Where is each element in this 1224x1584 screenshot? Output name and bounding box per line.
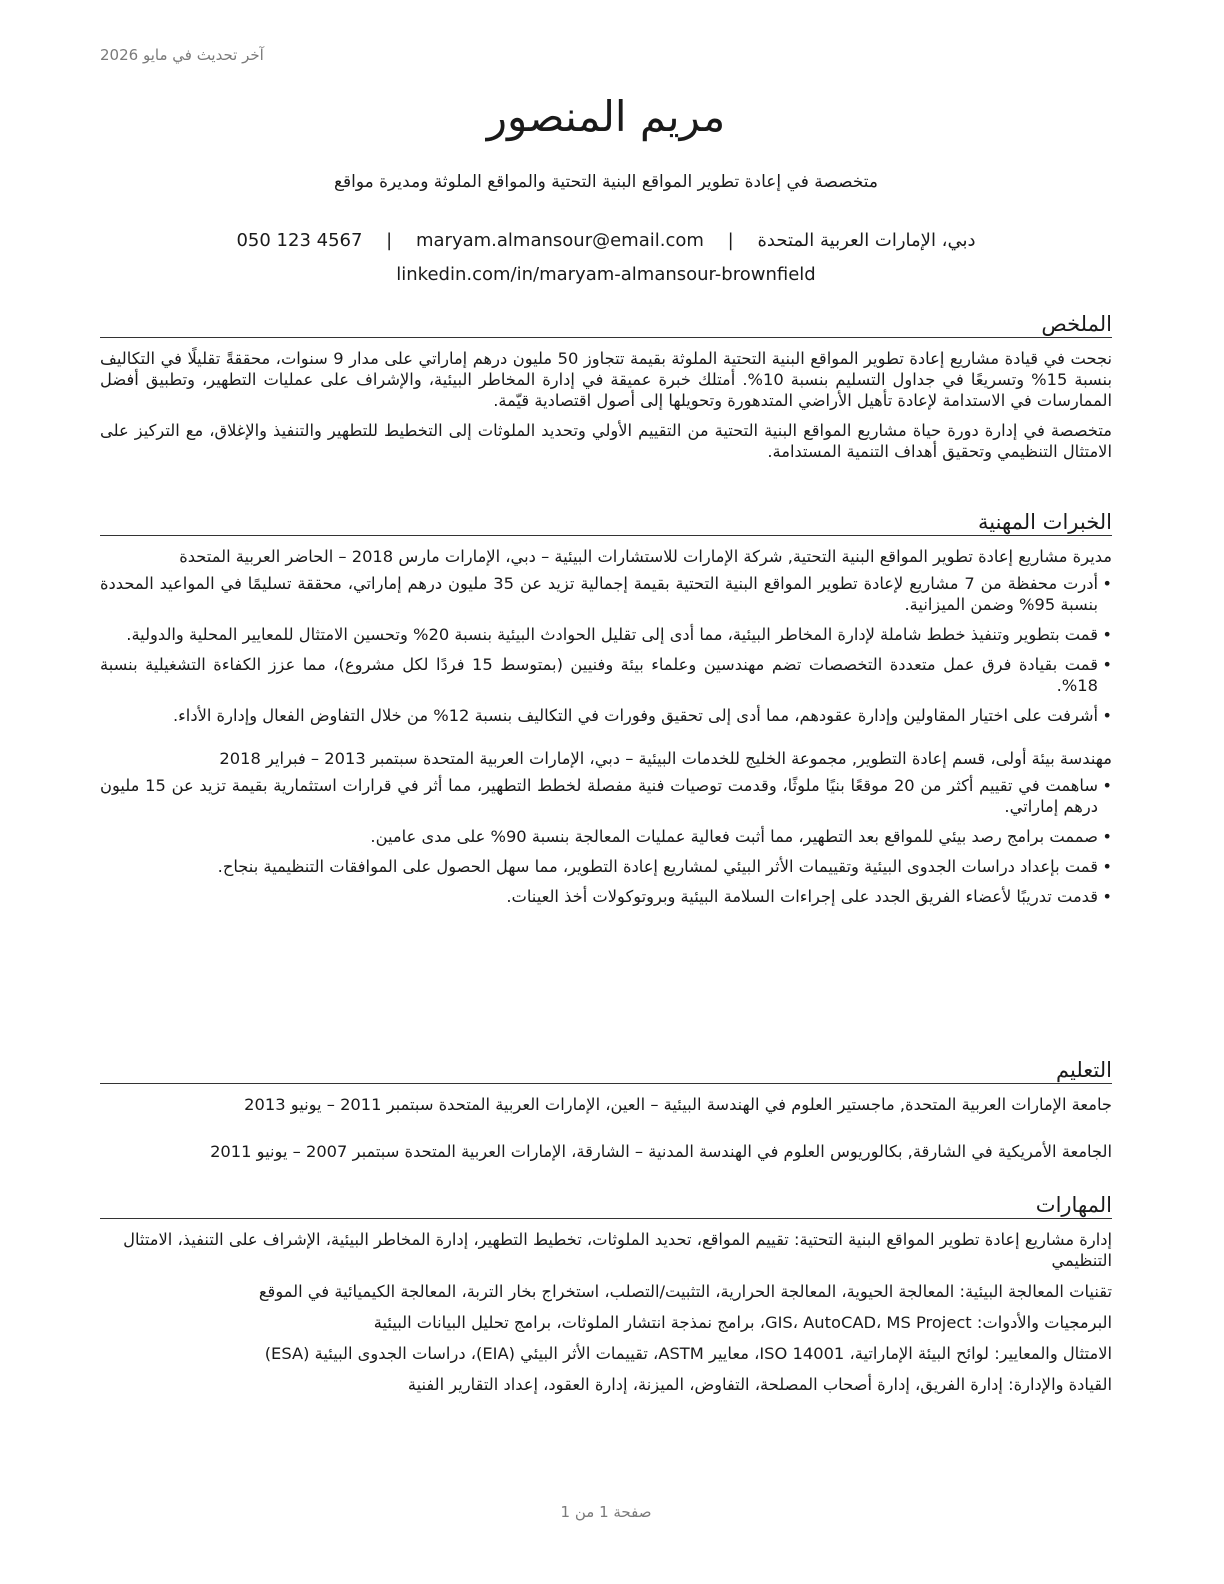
job-bullet: • قمت بإعداد دراسات الجدوى البيئية وتقييمات الأثر البيئي لمشاريع إعادة التطوير، مما سهل الحصول على الموافقات التنظيمية بنجاح. bbox=[100, 856, 1112, 877]
section-title-experience: الخبرات المهنية bbox=[100, 510, 1112, 536]
skill-line: الامتثال والمعايير: لوائح البيئة الإماراتية، ISO 14001، معايير ASTM، تقييمات الأثر البيئي (EIA)، دراسات الجدوى البيئية (ESA) bbox=[264, 1344, 1112, 1363]
skill-line: البرمجيات والأدوات: GIS، AutoCAD، MS Project، برامج نمذجة انتشار الملوثات، برامج تحليل البيانات البيئية bbox=[373, 1313, 1112, 1332]
resume-page bbox=[100, 0, 1112, 1584]
skill-line: إدارة مشاريع إعادة تطوير المواقع البنية التحتية: تقييم المواقع، تحديد الملوثات، تخطيط التطهير، إدارة المخاطر البيئية، الإشراف على التنفيذ، الامتثال التنظيمي bbox=[123, 1230, 1112, 1270]
candidate-tagline: متخصصة في إعادة تطوير المواقع البنية التحتية والمواقع الملوثة ومديرة مواقع bbox=[333, 172, 879, 192]
contact-line bbox=[100, 224, 1112, 258]
contact-separator: | bbox=[386, 230, 393, 251]
summary-paragraph: نجحت في قيادة مشاريع إعادة تطوير المواقع البنية التحتية الملوثة بقيمة تتجاوز 50 مليون درهم إماراتي على مدار 9 سنوات، محققةً تقليلًا في التكاليف بنسبة 15% وتسريعًا في جداول التسليم بنسبة 10%. أمتلك خبرة عميقة في إدارة المخاطر البيئية، والإشراف على عمليات التطهير، وتطبيق أفضل الممارسات في الاستدامة لإعادة تأهيل الأراضي المتدهورة وتحويلها إلى أصول اقتصادية قيّمة. bbox=[100, 349, 1112, 410]
job-bullet: • صممت برامج رصد بيئي للمواقع بعد التطهير، مما أثبت فعالية عمليات المعالجة بنسبة 90% على مدى عامين. bbox=[100, 826, 1112, 847]
skill-line: تقنيات المعالجة البيئية: المعالجة الحيوية، المعالجة الحرارية، التثبيت/التصلب، استخراج بخار التربة، المعالجة الكيميائية في الموقع bbox=[258, 1282, 1112, 1301]
job-bullet: • قدمت تدريبًا لأعضاء الفريق الجدد على إجراءات السلامة البيئية وبروتوكولات أخذ العينات. bbox=[100, 886, 1112, 907]
job-bullets bbox=[100, 775, 1112, 907]
section-title-skills: المهارات bbox=[100, 1193, 1112, 1219]
job-entry bbox=[100, 546, 1112, 726]
contact-separator: | bbox=[727, 230, 734, 251]
skill-line: القيادة والإدارة: إدارة الفريق، إدارة أصحاب المصلحة، التفاوض، الميزنة، إدارة العقود، إعداد التقارير الفنية bbox=[407, 1375, 1112, 1394]
contact-email[interactable]: maryam.almansour@email.com bbox=[415, 230, 704, 251]
contact-block bbox=[100, 224, 1112, 292]
contact-linkedin[interactable]: linkedin.com/in/maryam-almansour-brownfield bbox=[396, 264, 816, 285]
experience-section bbox=[100, 510, 1112, 916]
job-bullet: • ساهمت في تقييم أكثر من 20 موقعًا بنيًا ملوثًا، وقدمت توصيات فنية مفصلة لخطط التطهير، مما أثر في قرارات استثمارية بقيمة تزيد عن 15 مليون درهم إماراتي. bbox=[100, 775, 1112, 817]
candidate-name: مريم المنصور bbox=[486, 92, 726, 141]
last-updated-date: آخر تحديث في مايو 2026 bbox=[100, 46, 264, 64]
job-heading: مديرة مشاريع إعادة تطوير المواقع البنية التحتية, شركة الإمارات للاستشارات البيئية – دبي، الإمارات مارس 2018 – الحاضر العربية المتحدة bbox=[179, 547, 1112, 566]
page-number: صفحة 1 من 1 bbox=[560, 1503, 652, 1521]
contact-location: دبي، الإمارات العربية المتحدة bbox=[757, 230, 976, 251]
job-bullet: • قمت بتطوير وتنفيذ خطط شاملة لإدارة المخاطر البيئية، مما أدى إلى تقليل الحوادث البيئية بنسبة 20% وتحسين الامتثال للمعايير المحلية والدولية. bbox=[100, 624, 1112, 645]
contact-phone: 050 123 4567 bbox=[236, 230, 363, 251]
job-entry bbox=[100, 748, 1112, 907]
job-bullets bbox=[100, 573, 1112, 726]
job-bullet: • أدرت محفظة من 7 مشاريع لإعادة تطوير المواقع البنية التحتية بقيمة إجمالية تزيد عن 35 مليون درهم إماراتي، محققة تسليمًا في المواعيد المحددة بنسبة 95% وضمن الميزانية. bbox=[100, 573, 1112, 615]
education-section bbox=[100, 1058, 1112, 1188]
skills-section bbox=[100, 1193, 1112, 1405]
summary-paragraph: متخصصة في إدارة دورة حياة مشاريع المواقع البنية التحتية من التقييم الأولي وتحديد الملوثات إلى التخطيط للتطهير والتنفيذ والإغلاق، مع التركيز على الامتثال التنظيمي وتحقيق أهداف التنمية المستدامة. bbox=[100, 421, 1112, 461]
section-title-education: التعليم bbox=[100, 1058, 1112, 1084]
job-bullet: • أشرفت على اختيار المقاولين وإدارة عقودهم، مما أدى إلى تحقيق وفورات في التكاليف بنسبة 12% من خلال التفاوض الفعال وإدارة الأداء. bbox=[100, 705, 1112, 726]
education-entry: جامعة الإمارات العربية المتحدة, ماجستير العلوم في الهندسة البيئية – العين، الإمارات العربية المتحدة سبتمبر 2011 – يونيو 2013 bbox=[244, 1095, 1112, 1114]
section-title-summary: الملخص bbox=[100, 312, 1112, 338]
job-heading: مهندسة بيئة أولى، قسم إعادة التطوير, مجموعة الخليج للخدمات البيئية – دبي، الإمارات العربية المتحدة سبتمبر 2013 – فبراير 2018 bbox=[219, 749, 1112, 768]
education-entry: الجامعة الأمريكية في الشارقة, بكالوريوس العلوم في الهندسة المدنية – الشارقة، الإمارات العربية المتحدة سبتمبر 2007 – يونيو 2011 bbox=[210, 1142, 1112, 1161]
summary-section bbox=[100, 312, 1112, 471]
job-bullet: • قمت بقيادة فرق عمل متعددة التخصصات تضم مهندسين وعلماء بيئة وفنيين (بمتوسط 15 فردًا لكل مشروع)، مما عزز الكفاءة التشغيلية بنسبة 18%. bbox=[100, 654, 1112, 696]
